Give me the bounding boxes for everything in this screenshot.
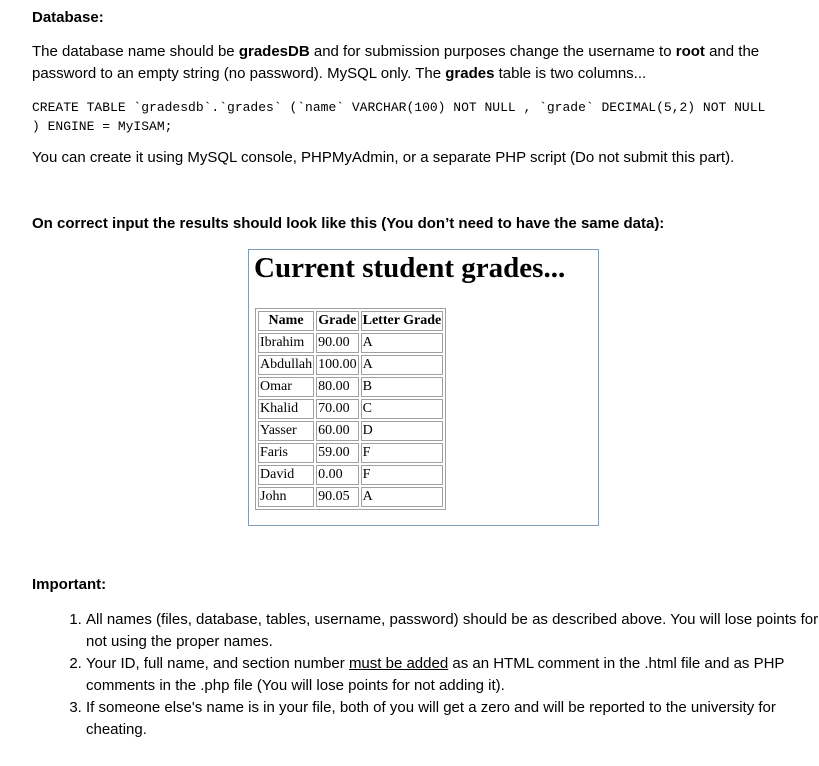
cell-name: John [258,487,314,507]
grades-table [255,308,446,510]
cell-grade: 59.00 [316,443,359,463]
cell-letter: C [361,399,444,419]
table-row [258,487,443,507]
cell-name: Faris [258,443,314,463]
table-row [258,377,443,397]
database-heading: Database: [32,9,104,26]
cell-letter: B [361,377,444,397]
table-row [258,443,443,463]
column-header-grade: Grade [316,311,359,331]
column-header-name: Name [258,311,314,331]
intro-text-4: table is two columns... [494,65,647,82]
cell-grade: 0.00 [316,465,359,485]
cell-name: Yasser [258,421,314,441]
cell-grade: 90.05 [316,487,359,507]
intro-text-3: and the password to an empty string (no password). MySQL only. The [32,43,760,82]
cell-letter: F [361,465,444,485]
table-row [258,355,443,375]
important-list [50,609,819,741]
item2-text-b: as an HTML comment in the .html file and as PHP comments in the .php file (You will lose points for not adding it). [86,655,785,694]
cell-name: Abdullah [258,355,314,375]
cell-letter: F [361,443,444,463]
table-header-row [258,311,443,331]
cell-letter: A [361,355,444,375]
cell-name: David [258,465,314,485]
column-header-letter-grade: Letter Grade [361,311,444,331]
cell-grade: 100.00 [316,355,359,375]
create-note: You can create it using MySQL console, PHPMyAdmin, or a separate PHP script (Do not submit this part). [32,149,735,166]
intro-text-1: The database name should be [32,43,239,60]
item1-text: All names (files, database, tables, username, password) should be as described above. You will lose points for not using the proper names. [86,611,819,650]
username: root [675,43,705,60]
cell-grade: 60.00 [316,421,359,441]
item2-underlined: must be added [348,655,449,672]
table-name: grades [445,65,495,82]
sql-line-1: CREATE TABLE `gradesdb`.`grades` (`name` VARCHAR(100) NOT NULL , `grade` DECIMAL(5,2) NOT NULL [32,100,766,115]
cell-name: Khalid [258,399,314,419]
table-row [258,421,443,441]
database-intro-paragraph [32,41,802,85]
cell-letter: D [361,421,444,441]
db-name: gradesDB [238,43,310,60]
list-item [86,653,819,697]
results-screenshot [248,249,599,526]
cell-letter: A [361,333,444,353]
table-row [258,465,443,485]
cell-grade: 70.00 [316,399,359,419]
important-heading: Important: [32,576,107,593]
cell-grade: 80.00 [316,377,359,397]
list-item [86,697,819,741]
cell-name: Ibrahim [258,333,314,353]
cell-name: Omar [258,377,314,397]
table-row [258,399,443,419]
sql-line-2: ) ENGINE = MyISAM; [32,119,173,134]
results-heading: On correct input the results should look like this (You don’t need to have the same data): [32,215,665,232]
item2-text-a: Your ID, full name, and section number [86,655,349,672]
sql-create-statement [32,98,817,136]
item3-text: If someone else's name is in your file, both of you will get a zero and will be reported to the university for cheating. [86,699,776,738]
figure-title: Current student grades... [254,252,566,284]
list-item [86,609,819,653]
table-row [258,333,443,353]
intro-text-2: and for submission purposes change the username to [309,43,676,60]
cell-grade: 90.00 [316,333,359,353]
cell-letter: A [361,487,444,507]
